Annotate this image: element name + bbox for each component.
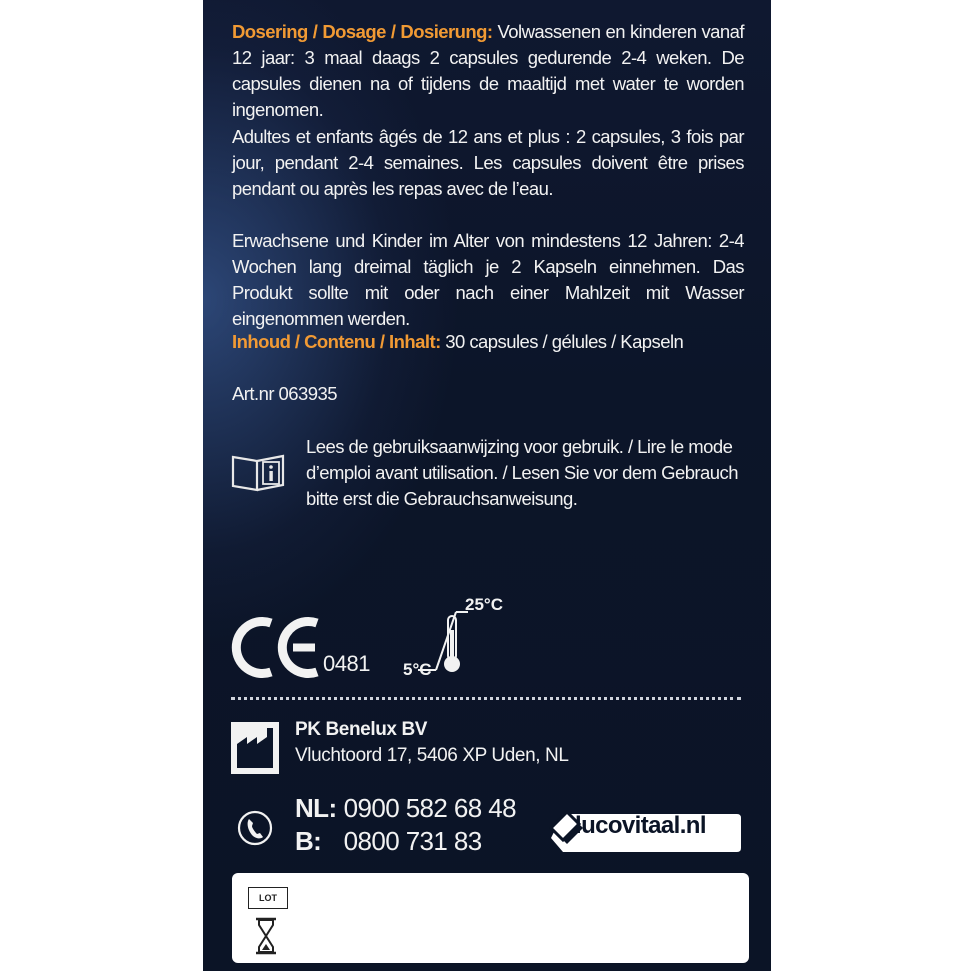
- dosage-nl-paragraph: [232, 19, 744, 123]
- phone-b-code: B:: [295, 826, 322, 856]
- phone-b: [295, 826, 482, 857]
- lot-label: LOT: [248, 887, 288, 909]
- ce-mark-icon: [231, 615, 321, 680]
- contents-line: [232, 329, 744, 355]
- manufacturer-address: Vluchtoord 17, 5406 XP Uden, NL: [295, 745, 569, 766]
- phone-nl-code: NL:: [295, 793, 337, 823]
- dosage-nl-text: Volwassenen en kinderen vanaf 12 jaar: 3 maal daags 2 capsules gedurende 2-4 weken. De capsules dienen na of tijdens de maaltijd met water te worden ingenomen.: [232, 21, 744, 120]
- contents-value: 30 capsules / gélules / Kapseln: [445, 331, 684, 352]
- product-label-panel: [203, 0, 771, 971]
- manufacturer-factory-icon: [231, 722, 279, 774]
- phone-nl-number: 0900 582 68 48: [343, 793, 516, 823]
- temperature-min: 5°C: [403, 660, 432, 679]
- ce-notified-body-number: 0481: [323, 651, 370, 676]
- section-divider: [231, 697, 741, 700]
- contents-heading: Inhoud / Contenu / Inhalt:: [232, 331, 441, 352]
- phone-icon: [236, 809, 274, 847]
- hourglass-icon: [254, 917, 278, 955]
- dosage-fr-paragraph: Adultes et enfants âgés de 12 ans et plus : 2 capsules, 3 fois par jour, pendant 2-4 semaines. Les capsules doivent être prises pendant ou après les repas avec de l’eau.: [232, 126, 744, 199]
- phone-nl: [295, 793, 516, 824]
- dosage-de-paragraph: Erwachsene und Kinder im Alter von mindestens 12 Jahren: 2-4 Wochen lang dreimal täglich je 2 Kapseln einnehmen. Das Produkt sollte mit oder nach einer Mahlzeit mit Wasser eingenommen werden.: [232, 230, 744, 329]
- article-number: Art.nr 063935: [232, 383, 337, 404]
- instructions-book-icon: [231, 452, 287, 494]
- instructions-text: Lees de gebruiksaanwijzing voor gebruik. / Lire le mode d’emploi avant utilisation. / Lesen Sie vor dem Gebrauch bitte erst die Gebrauchsanweisung.: [306, 436, 738, 509]
- temperature-max: 25°C: [465, 595, 503, 614]
- phone-b-number: 0800 731 83: [343, 826, 482, 856]
- dosage-heading: Dosering / Dosage / Dosierung:: [232, 21, 493, 42]
- lot-expiry-box: [232, 873, 749, 963]
- logo-text: lucovitaal.nl: [575, 812, 706, 839]
- manufacturer-name: PK Benelux BV: [295, 719, 428, 740]
